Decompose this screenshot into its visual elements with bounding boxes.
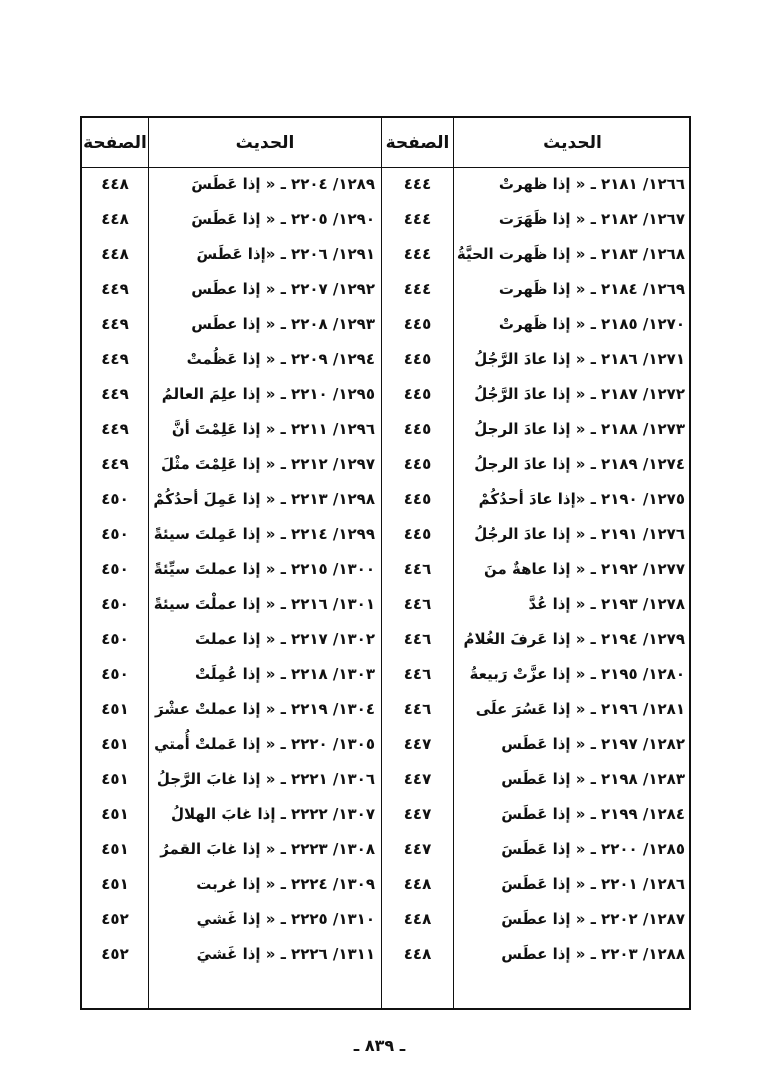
hadith-entry: ١٢٧٤/ ٢١٨٩ ـ « إذا عادَ الرجلُ: [474, 455, 685, 473]
hadith-entry: ١٣٠٢/ ٢٢١٧ ـ « إذا عملتَ: [195, 630, 375, 648]
page-ref: ٤٤٥: [403, 385, 432, 403]
hadith-entry: ١٢٩٩/ ٢٢١٤ ـ « إذا عَمِلتَ سيئةً: [153, 525, 375, 543]
page-number: ـ ٨٣٩ ـ: [353, 1036, 406, 1055]
page-ref: ٤٤٧: [403, 840, 432, 858]
hadith-entry: ١٣١٠/ ٢٢٢٥ ـ « إذا غَشي: [196, 910, 375, 928]
header-hadith-right: الحديث: [543, 132, 602, 153]
page-ref: ٤٤٤: [403, 175, 432, 193]
hadith-entry: ١٢٨٤/ ٢١٩٩ ـ « إذا عَطَسَ: [501, 805, 685, 823]
page-ref: ٤٥٠: [101, 595, 129, 613]
page-ref: ٤٤٥: [403, 525, 432, 543]
hadith-entry: ١٢٧٧/ ٢١٩٢ ـ « إذا عاهةٌ منَ: [483, 560, 685, 578]
page-ref: ٤٥٠: [101, 665, 129, 683]
hadith-entry: ١٣٠٨/ ٢٢٢٣ ـ « إذا غابَ القمرُ: [160, 840, 375, 858]
hadith-entry: ١٢٩٧/ ٢٢١٢ ـ « إذا عَلِمْتَ مثْلَ: [161, 455, 375, 473]
page-ref: ٤٤٨: [403, 910, 432, 928]
page-ref: ٤٥١: [101, 875, 129, 893]
page-ref: ٤٤٥: [403, 350, 432, 368]
header-hadith-left: الحديث: [235, 132, 295, 153]
hadith-entry: ١٢٩٣/ ٢٢٠٨ ـ « إذا عطَس: [191, 315, 375, 333]
hadith-entry: ١٢٦٦/ ٢١٨١ ـ « إذا ظهرتْ: [498, 175, 685, 193]
page-ref: ٤٤٥: [403, 315, 432, 333]
page-ref: ٤٤٩: [101, 385, 129, 403]
hadith-entry: ١٢٨٢/ ٢١٩٧ ـ « إذا عَطَس: [501, 735, 685, 753]
page-ref: ٤٥١: [101, 805, 129, 823]
page-ref: ٤٤٩: [101, 280, 129, 298]
hadith-entry: ١٣٠٧/ ٢٢٢٢ ـ إذا غابَ الهلالُ: [171, 805, 375, 823]
page-ref: ٤٤٦: [403, 595, 432, 613]
header-page-right: الصفحة: [385, 132, 450, 153]
hadith-entry: ١٢٨٩/ ٢٢٠٤ ـ « إذا عَطَسَ: [191, 175, 375, 193]
page-ref: ٤٤٦: [403, 630, 432, 648]
hadith-entry: ١٢٨٧/ ٢٢٠٢ ـ « إذا عطَسَ: [501, 910, 685, 928]
hadith-entry: ١٣٠٩/ ٢٢٢٤ ـ « إذا غربت: [196, 875, 375, 893]
hadith-entry: ١٢٧٨/ ٢١٩٣ ـ « إذا عُدَّ: [528, 595, 685, 613]
page-ref: ٤٤٩: [101, 315, 129, 333]
page-ref: ٤٥١: [101, 735, 129, 753]
hadith-entry: ١٢٧٥/ ٢١٩٠ ـ «إذا عادَ أحدُكُمْ: [478, 490, 685, 508]
page-ref: ٤٤٦: [403, 560, 432, 578]
page-ref: ٤٤٩: [101, 420, 129, 438]
page-ref: ٤٤٨: [101, 175, 129, 193]
left-hadith-column: [149, 168, 379, 973]
page-ref: ٤٤٥: [403, 455, 432, 473]
page-ref: ٤٥١: [101, 700, 129, 718]
right-hadith-column: [454, 168, 689, 973]
hadith-entry: ١٣٠٦/ ٢٢٢١ ـ « إذا غابَ الرَّجلُ: [156, 770, 375, 788]
hadith-entry: ١٣٠٥/ ٢٢٢٠ ـ « إذا عَملتْ أُمتي: [154, 735, 375, 753]
page-ref: ٤٤٥: [403, 490, 432, 508]
page-ref: ٤٥٠: [101, 525, 129, 543]
hadith-entry: ١٢٧١/ ٢١٨٦ ـ « إذا عادَ الرَّجُلُ: [474, 350, 685, 368]
hadith-entry: ١٢٧٠/ ٢١٨٥ ـ « إذا ظَهرتْ: [498, 315, 685, 333]
page-ref: ٤٤٧: [403, 735, 432, 753]
hadith-entry: ١٢٧٣/ ٢١٨٨ ـ « إذا عادَ الرجلُ: [474, 420, 685, 438]
page-ref: ٤٥٠: [101, 490, 129, 508]
hadith-entry: ١٢٩٦/ ٢٢١١ ـ « إذا عَلِمْتَ أنَّ: [171, 420, 375, 438]
page-ref: ٤٥١: [101, 840, 129, 858]
page-ref: ٤٤٦: [403, 665, 432, 683]
page-ref: ٤٤٨: [101, 210, 129, 228]
page-ref: ٤٤٨: [403, 875, 432, 893]
page-ref: ٤٤٦: [403, 700, 432, 718]
page-ref: ٤٤٤: [403, 280, 432, 298]
hadith-entry: ١٢٧٦/ ٢١٩١ ـ « إذا عادَ الرجُلُ: [474, 525, 685, 543]
page-ref: ٤٤٨: [403, 945, 432, 963]
hadith-entry: ١٣١١/ ٢٢٢٦ ـ « إذا غَشيَ: [196, 945, 375, 963]
hadith-entry: ١٢٨١/ ٢١٩٦ ـ « إذا عَسُرَ علَى: [475, 700, 685, 718]
page-ref: ٤٤٨: [101, 245, 129, 263]
page-ref: ٤٥٢: [101, 910, 129, 928]
page-ref: ٤٤٩: [101, 455, 129, 473]
page-ref: ٤٤٤: [403, 245, 432, 263]
hadith-entry: ١٢٩٥/ ٢٢١٠ ـ « إذا علِمَ العالمُ: [161, 385, 375, 403]
page-ref: ٤٤٩: [101, 350, 129, 368]
hadith-entry: ١٢٨٦/ ٢٢٠١ ـ « إذا عَطَسَ: [501, 875, 685, 893]
hadith-entry: ١٢٨٠/ ٢١٩٥ ـ « إذا عزَّتْ رَبيعةُ: [469, 665, 685, 683]
hadith-entry: ١٢٨٨/ ٢٢٠٣ ـ « إذا عطَس: [501, 945, 685, 963]
page-ref: ٤٥١: [101, 770, 129, 788]
page-ref: ٤٤٧: [403, 770, 432, 788]
hadith-entry: ١٢٦٨/ ٢١٨٣ ـ « إذا ظَهرت الحيَّةُ: [456, 245, 685, 263]
hadith-entry: ١٢٩٤/ ٢٢٠٩ ـ « إذا عَظُمتْ: [186, 350, 375, 368]
hadith-entry: ١٢٩٨/ ٢٢١٣ ـ « إذا عَمِلَ أحدُكُمْ: [153, 490, 375, 508]
hadith-entry: ١٣٠١/ ٢٢١٦ ـ « إذا عملْتَ سيئةً: [153, 595, 375, 613]
header-page-left: الصفحة: [83, 132, 147, 153]
page-ref: ٤٥٠: [101, 560, 129, 578]
hadith-entry: ١٢٦٩/ ٢١٨٤ ـ « إذا ظَهرت: [498, 280, 685, 298]
hadith-entry: ١٢٨٣/ ٢١٩٨ ـ « إذا عَطَس: [501, 770, 685, 788]
hadith-entry: ١٣٠٣/ ٢٢١٨ ـ « إذا عُمِلَتْ: [195, 665, 375, 683]
hadith-entry: ١٢٨٥/ ٢٢٠٠ ـ « إذا عَطَسَ: [501, 840, 685, 858]
right-page-column: [382, 168, 453, 973]
left-page-column: [82, 168, 148, 973]
page-ref: ٤٤٥: [403, 420, 432, 438]
page-ref: ٤٥٠: [101, 630, 129, 648]
hadith-entry: ١٢٩١/ ٢٢٠٦ ـ «إذا عَطَسَ: [196, 245, 375, 263]
page-ref: ٤٤٤: [403, 210, 432, 228]
page-ref: ٤٤٧: [403, 805, 432, 823]
hadith-entry: ١٢٧٢/ ٢١٨٧ ـ « إذا عادَ الرَّجُلُ: [474, 385, 685, 403]
hadith-entry: ١٣٠٠/ ٢٢١٥ ـ « إذا عملتَ سيِّئةً: [153, 560, 375, 578]
hadith-entry: ١٣٠٤/ ٢٢١٩ ـ « إذا عملتْ عشْرَ: [154, 700, 375, 718]
hadith-entry: ١٢٧٩/ ٢١٩٤ ـ « إذا عَرفَ الغُلامُ: [463, 630, 685, 648]
hadith-entry: ١٢٩٠/ ٢٢٠٥ ـ « إذا عَطَسَ: [191, 210, 375, 228]
page-ref: ٤٥٢: [101, 945, 129, 963]
index-table: [80, 116, 691, 1010]
hadith-entry: ١٢٩٢/ ٢٢٠٧ ـ « إذا عطَس: [191, 280, 375, 298]
hadith-entry: ١٢٦٧/ ٢١٨٢ ـ « إذا ظَهَرَت: [498, 210, 685, 228]
